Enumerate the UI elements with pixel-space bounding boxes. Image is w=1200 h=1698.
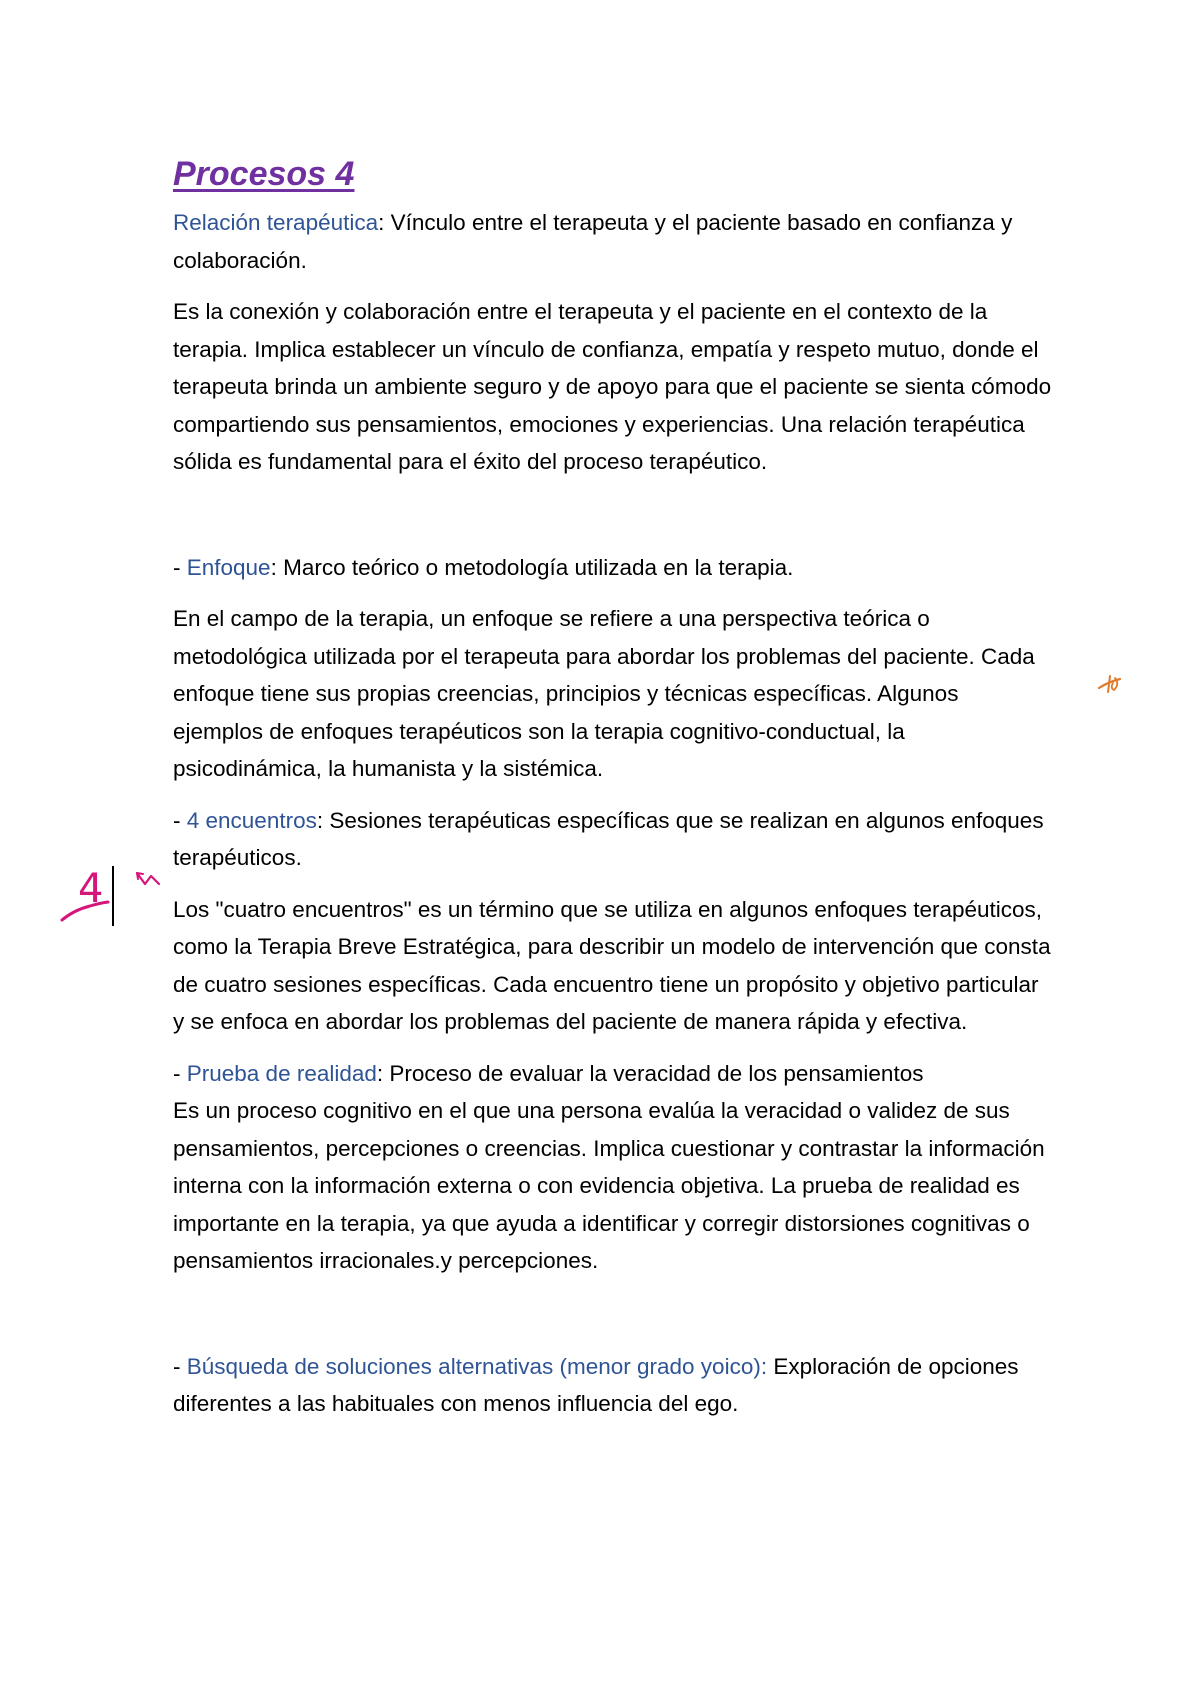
dash-prefix: - <box>173 1353 187 1379</box>
arrow-icon <box>133 870 163 892</box>
definition-text: : Marco teórico o metodología utilizada en la terapia. <box>270 554 794 580</box>
term-prueba-de-realidad: Prueba de realidad <box>186 1060 377 1086</box>
body-4-encuentros: Los "cuatro encuentros" es un término que se utiliza en algunos enfoques terapéuticos, como la Terapia Breve Estratégica, para describir un modelo de intervención que consta de cuatro sesiones específicas. Cada encuentro tiene un propósito y objetivo particular y se enfoca en abordar los problemas del paciente de manera rápida y efectiva. <box>173 896 1051 1034</box>
dash-prefix: - <box>173 554 187 580</box>
definition-prueba-de-realidad <box>173 1055 1053 1093</box>
dash-prefix: - <box>173 1060 187 1086</box>
body-prueba-de-realidad: Es un proceso cognitivo en el que una persona evalúa la veracidad o validez de sus pensamientos, percepciones o creencias. Implica cuestionar y contrastar la información interna con la información externa o con evidencia objetiva. La prueba de realidad es importante en la terapia, ya que ayuda a identificar y corregir distorsiones cognitivas o pensamientos irracionales.y percepciones. <box>173 1098 1045 1273</box>
definition-busqueda-soluciones <box>173 1348 1053 1423</box>
definition-text: : Sesiones terapéuticas específicas que se realizan en algunos enfoques terapéuticos. <box>173 807 1044 870</box>
spacer <box>173 495 1053 549</box>
definition-4-encuentros <box>173 802 1053 877</box>
definition-text: : Proceso de evaluar la veracidad de los pensamientos <box>376 1060 924 1086</box>
document-page <box>173 150 1053 1437</box>
handwritten-four-text: 4 <box>78 866 104 912</box>
definition-enfoque <box>173 549 1053 587</box>
body-enfoque: En el campo de la terapia, un enfoque se refiere a una perspectiva teórica o metodológica utilizada por el terapeuta para abordar los problemas del paciente. Cada enfoque tiene sus propias creencias, principios y técnicas específicas. Algunos ejemplos de enfoques terapéuticos son la terapia cognitivo-conductual, la psicodinámica, la humanista y la sistémica. <box>173 606 1035 781</box>
term-relacion-terapeutica: Relación terapéutica <box>173 210 379 235</box>
definition-text: Exploración de opciones diferentes a las habituales con menos influencia del ego. <box>173 1353 1019 1416</box>
body-relacion-terapeutica: Es la conexión y colaboración entre el terapeuta y el paciente en el contexto de la terapia. Implica establecer un vínculo de confianza, empatía y respeto mutuo, donde el terapeuta brinda un ambiente seguro y de apoyo para que el paciente se sienta cómodo compartiendo sus pensamientos, emociones y experiencias. Una relación terapéutica sólida es fundamental para el éxito del proceso terapéutico. <box>173 299 1052 474</box>
ink-mark-icon <box>1096 672 1126 696</box>
definition-text: : Vínculo entre el terapeuta y el paciente basado en confianza y colaboración. <box>173 210 1013 273</box>
handwritten-four-annotation <box>56 858 126 938</box>
dash-prefix: - <box>173 807 187 833</box>
definition-relacion-terapeutica <box>173 204 1053 279</box>
term-busqueda-soluciones: Búsqueda de soluciones alternativas (menor grado yoico): <box>186 1353 768 1379</box>
page-title: Procesos 4 <box>173 155 355 193</box>
term-4-encuentros: 4 encuentros <box>186 807 317 833</box>
spacer <box>173 1294 1053 1348</box>
term-enfoque: Enfoque <box>186 554 271 580</box>
